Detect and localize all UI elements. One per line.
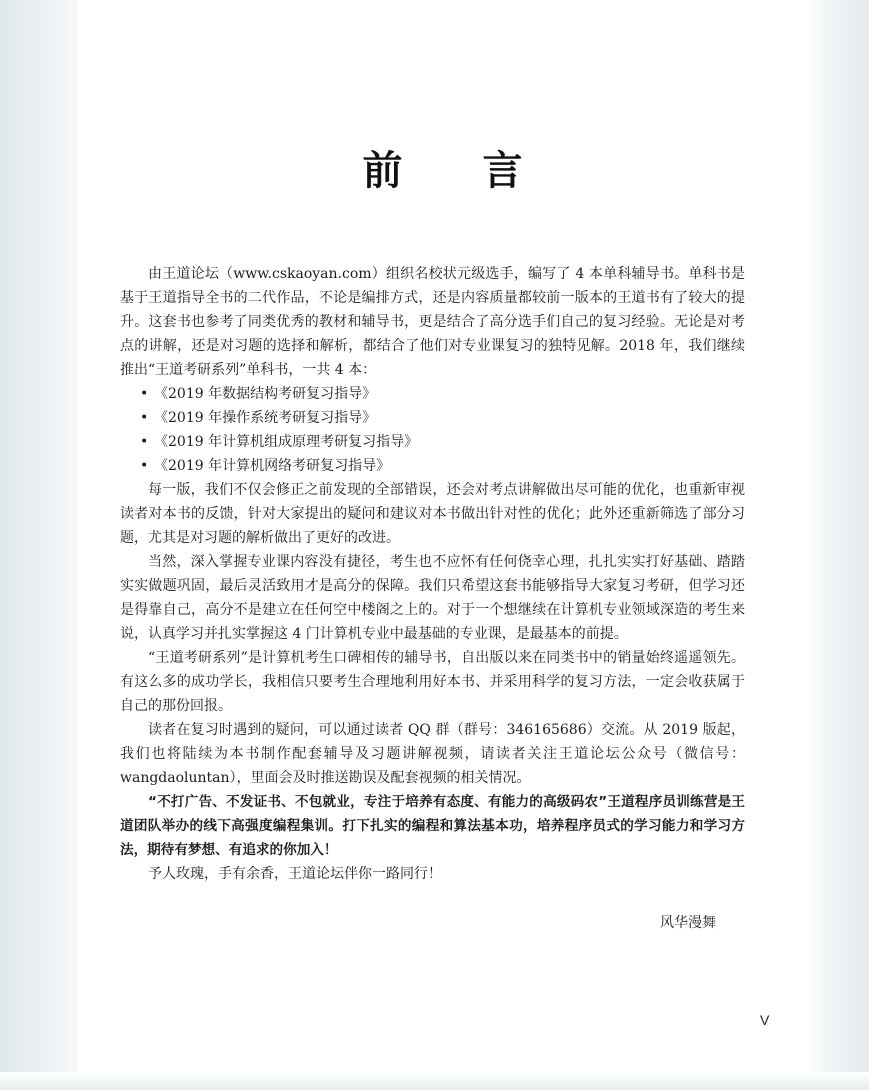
- paragraph-contact: 读者在复习时遇到的疑问，可以通过读者 QQ 群（群号：346165686）交流。从 2019 版起，我们也将陆续为本书制作配套辅导及习题讲解视频，请读者关注王道论坛公众号（微信号：wangdaoluntan），里面会及时推送勘误及配套视频的相关情况。: [120, 722, 745, 786]
- paragraph-intro: 由王道论坛（www.cskaoyan.com）组织名校状元级选手，编写了 4 本单科辅导书。单科书是基于王道指导全书的二代作品，不论是编排方式，还是内容质量都较前一版本的王道书有了较大的提升。这套书也参考了同类优秀的教材和辅导书，更是结合了高分选手们自己的复习经验。无论是对考点的讲解，还是对习题的选择和解析，都结合了他们对专业课复习的独特见解。2018 年，我们继续推出“王道考研系列”单科书，一共 4 本：: [120, 266, 745, 378]
- preface-body: [120, 262, 745, 886]
- book-list: [120, 382, 745, 478]
- paragraph-training-camp: “不打广告、不发证书、不包就业，专注于培养有态度、有能力的高级码农”王道程序员训练营是王道团队举办的线下高强度编程集训。打下扎实的编程和算法基本功，培养程序员式的学习能力和学习方法，期待有梦想、有追求的你加入！: [120, 794, 745, 858]
- paragraph-closing: 予人玫瑰，手有余香，王道论坛伴你一路同行！: [148, 866, 442, 882]
- paragraph-reputation: “王道考研系列”是计算机考生口碑相传的辅导书，自出版以来在同类书中的销量始终遥遥领先。有这么多的成功学长，我相信只要考生合理地利用好本书、并采用科学的复习方法，一定会收获属于自己的那份回报。: [120, 650, 745, 714]
- page-title-char-1: 前: [362, 147, 405, 194]
- page-number: V: [760, 1012, 770, 1028]
- book-list-item: • 《2019 年操作系统考研复习指导》: [154, 406, 745, 430]
- page-gutter-shadow-left: [0, 0, 78, 1090]
- author-signature: 风华漫舞: [660, 915, 716, 931]
- page-title-char-2: 言: [482, 147, 525, 194]
- book-list-item: • 《2019 年数据结构考研复习指导》: [154, 382, 745, 406]
- book-list-item: • 《2019 年计算机组成原理考研复习指导》: [154, 430, 745, 454]
- paragraph-revisions: 每一版，我们不仅会修正之前发现的全部错误，还会对考点讲解做出尽可能的优化，也重新审视读者对本书的反馈，针对大家提出的疑问和建议对本书做出针对性的优化；此外还重新筛选了部分习题，尤其是对习题的解析做出了更好的改进。: [120, 482, 745, 546]
- page-edge-shadow-right: [809, 0, 869, 1090]
- paragraph-advice: 当然，深入掌握专业课内容没有捷径，考生也不应怀有任何侥幸心理，扎扎实实打好基础、踏踏实实做题巩固，最后灵活致用才是高分的保障。我们只希望这套书能够指导大家复习考研，但学习还是得靠自己，高分不是建立在任何空中楼阁之上的。对于一个想继续在计算机专业领域深造的考生来说，认真学习并扎实掌握这 4 门计算机专业中最基础的专业课，是最基本的前提。: [120, 554, 745, 642]
- book-list-item: • 《2019 年计算机网络考研复习指导》: [154, 454, 745, 478]
- page-title: [78, 146, 809, 196]
- page-edge-shadow-bottom: [0, 1072, 869, 1090]
